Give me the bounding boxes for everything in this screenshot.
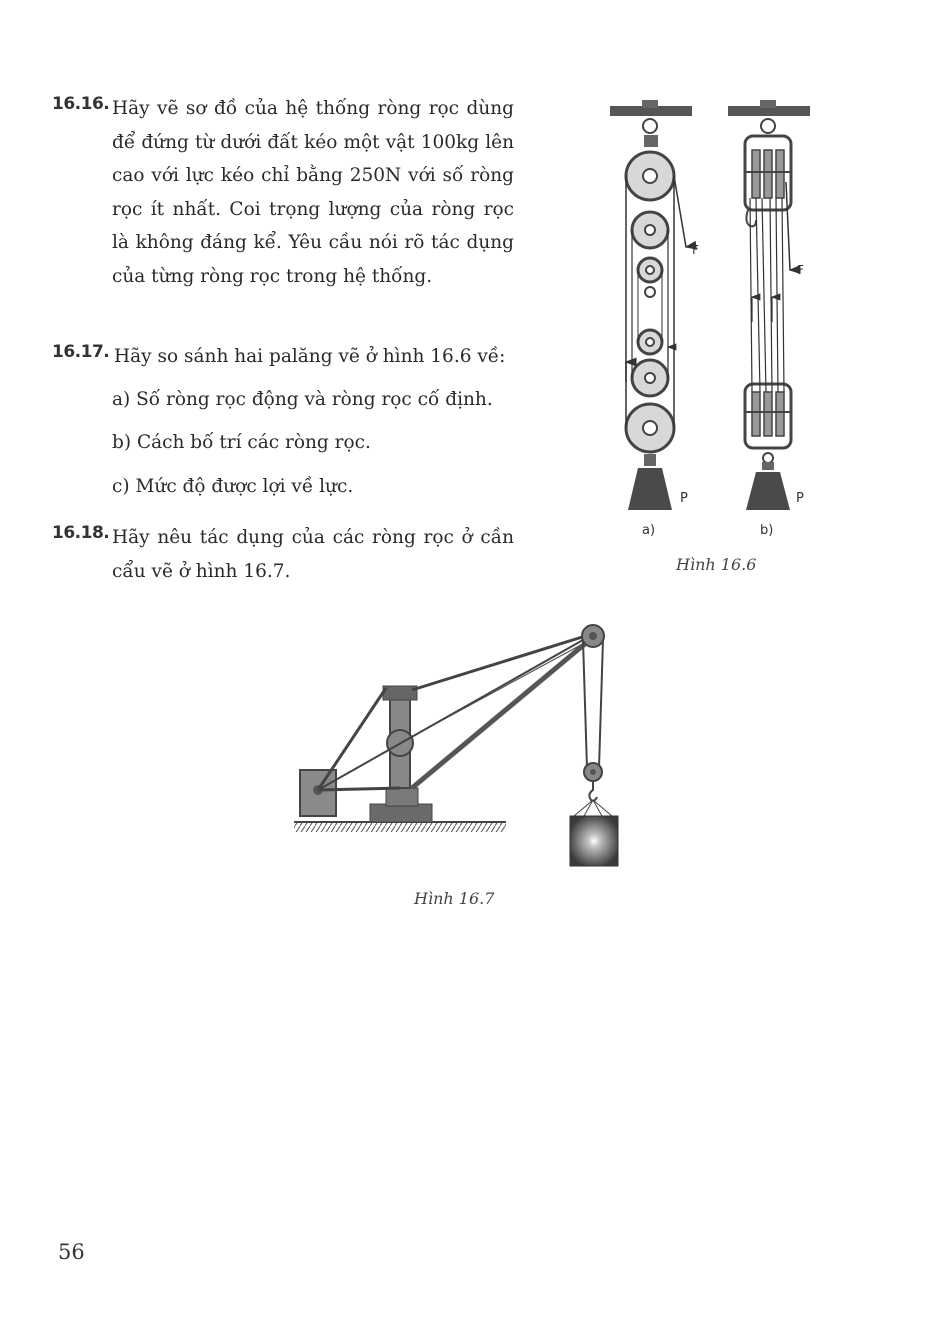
figure-16-6-diagram (600, 92, 830, 552)
question-text: Hãy nêu tác dụng của các ròng rọc ở cần cẩu vẽ ở hình 16.7. (112, 527, 514, 582)
question-text: Hãy so sánh hai palăng vẽ ở hình 16.6 về: (114, 346, 506, 367)
pulley-system-a (610, 100, 699, 538)
pulley-system-b (728, 100, 810, 538)
force-label-a: F (692, 243, 699, 257)
question-number: 16.16. (52, 94, 110, 114)
question-16-18 (52, 521, 514, 588)
option-b: b) Cách bố trí các ròng rọc. (112, 432, 371, 453)
figure-16-6-caption: Hình 16.6 (676, 555, 757, 574)
question-number: 16.18. (52, 523, 110, 543)
figure-label-a: a) (642, 523, 656, 538)
figure-16-7-diagram (290, 618, 630, 876)
question-16-17 (52, 340, 514, 374)
question-text: Hãy vẽ sơ đồ của hệ thống ròng rọc dùng để đứng từ dưới đất kéo một vật 100kg lên cao với lực kéo chỉ bằng 250N với số ròng rọc ít nhất. Coi trọng lượng của ròng rọc là không đáng kể. Yêu cầu nói rõ tác dụng của từng ròng rọc trong hệ thống. (112, 98, 514, 287)
weight-label-a: P (680, 491, 688, 506)
page-number: 56 (58, 1240, 85, 1264)
option-c: c) Mức độ được lợi về lực. (112, 476, 354, 497)
force-label-b: F (797, 263, 804, 277)
weight-label-b: P (796, 491, 804, 506)
question-number: 16.17. (52, 342, 110, 362)
option-a: a) Số ròng rọc động và ròng rọc cố định. (112, 389, 493, 410)
figure-label-b: b) (760, 523, 774, 538)
question-16-16 (52, 92, 514, 293)
figure-16-7-caption: Hình 16.7 (414, 889, 495, 908)
